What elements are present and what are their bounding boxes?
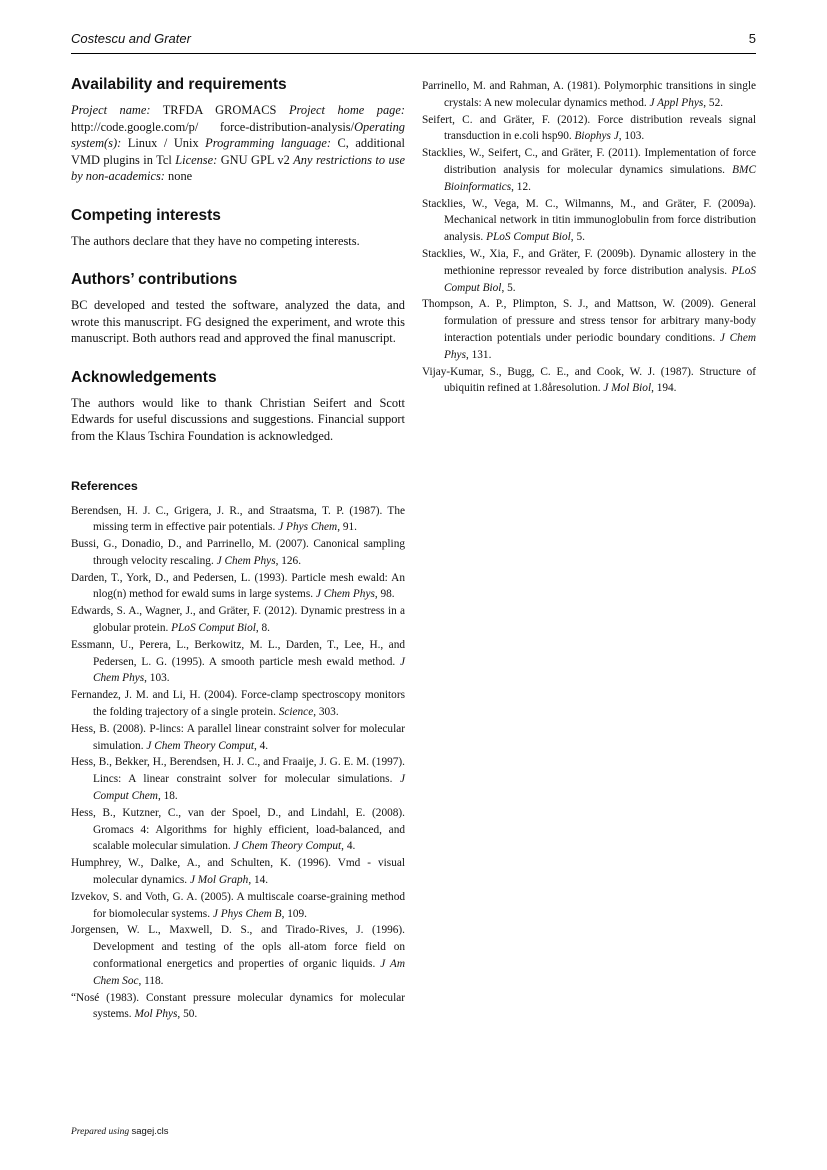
reference-volume: , 4.	[341, 840, 356, 853]
reference-entry	[71, 889, 405, 923]
reference-journal: Biophys J	[574, 130, 619, 143]
reference-volume: , 91.	[337, 521, 357, 534]
reference-text: Humphrey, W., Dalke, A., and Schulten, K. (1996). Vmd - visual molecular dynamics.	[71, 857, 405, 887]
competing-section	[71, 207, 405, 250]
reference-volume: , 98.	[374, 588, 395, 601]
reference-volume: , 194.	[651, 382, 677, 395]
reference-journal: Mol Phys	[134, 1008, 178, 1021]
reference-text: “Nosé (1983). Constant pressure molecular dynamics for molecular systems.	[71, 991, 405, 1021]
contributions-section	[71, 271, 405, 347]
license-label: License:	[175, 152, 218, 167]
reference-volume: , 5.	[570, 231, 585, 244]
reference-volume: , 12.	[511, 180, 531, 193]
reference-entry	[71, 754, 405, 804]
footer-cls: sagej.cls	[131, 1126, 169, 1137]
reference-volume: , 18.	[157, 790, 178, 803]
reference-journal: J Chem Phys	[93, 655, 406, 685]
reference-volume: , 14.	[248, 874, 269, 887]
reference-entry	[71, 855, 405, 889]
page-footer	[71, 1126, 168, 1137]
project-name-label: Project name:	[71, 103, 151, 117]
reference-journal: PLoS Comput Biol	[444, 264, 756, 294]
reference-text: Edwards, S. A., Wagner, J., and Gräter, F. (2012). Dynamic prestress in a globular protein.	[71, 605, 405, 635]
running-head-authors: Costescu and Grater	[71, 31, 191, 46]
reference-volume: , 118.	[138, 974, 164, 987]
reference-journal: J Phys Chem B	[212, 907, 282, 920]
contributions-text: BC developed and tested the software, analyzed the data, and wrote this manuscript. FG designed the experiment, and wrote this manuscript. Both authors read and approved the final manuscript.	[71, 298, 405, 345]
reference-text: Izvekov, S. and Voth, G. A. (2005). A multiscale coarse-graining method for biomolecular systems.	[71, 890, 405, 920]
reference-journal: J Appl Phys	[649, 96, 704, 109]
reference-journal: BMC Bioinformatics	[444, 163, 756, 193]
reference-text: Stacklies, W., Xia, F., and Gräter, F. (2009b). Dynamic allostery in the methionine repressor revealed by force distribution analysis.	[422, 247, 756, 277]
availability-section	[71, 76, 405, 185]
reference-journal: J Mol Biol	[603, 382, 652, 395]
reference-volume: , 109.	[281, 907, 307, 920]
reference-volume: , 8.	[255, 622, 270, 635]
reference-text: Thompson, A. P., Plimpton, S. J., and Mattson, W. (2009). General formulation of pressure and stress tensor for arbitrary many-body interaction potentials under periodic boundary conditions.	[422, 298, 756, 344]
reference-volume: , 5.	[501, 281, 516, 294]
acknowledgements-text: The authors would like to thank Christian Seifert and Scott Edwards for useful discussions and suggestions. Financial support from the Klaus Tschira Foundation is acknowledged.	[71, 395, 405, 443]
reference-entry	[71, 536, 405, 570]
reference-text: Parrinello, M. and Rahman, A. (1981). Polymorphic transitions in single crystals: A new molecular dynamics method.	[422, 80, 756, 109]
reference-volume: , 303.	[313, 706, 339, 719]
reference-text: Bussi, G., Donadio, D., and Parrinello, M. (2007). Canonical sampling through velocity rescaling.	[71, 538, 405, 567]
os-label: Operating system(s):	[71, 119, 405, 150]
reference-entry	[71, 805, 405, 855]
references-heading: References	[71, 479, 138, 493]
reference-text: Seifert, C. and Gräter, F. (2012). Force distribution reveals signal transduction in e.coli hsp90.	[422, 113, 756, 143]
references-list-left	[71, 503, 405, 1024]
reference-entry	[422, 296, 756, 363]
reference-text: Hess, B., Bekker, H., Berendsen, H. J. C., and Fraaije, J. G. E. M. (1997). Lincs: A linear constraint solver for molecular simulations.	[71, 756, 405, 786]
reference-text: Darden, T., York, D., and Pedersen, L. (1993). Particle mesh ewald: An nlog(n) method for ewald sums in large systems.	[71, 571, 405, 601]
language-value: C, additional VMD plugins in Tcl	[71, 136, 405, 167]
reference-entry	[422, 145, 756, 195]
reference-entry	[71, 922, 405, 989]
reference-journal: PLoS Comput Biol	[171, 622, 256, 635]
reference-journal: J Comput Chem	[93, 773, 405, 803]
reference-journal: J Chem Phys	[315, 588, 375, 601]
restrictions-value: none	[168, 169, 193, 183]
license-value: GNU GPL v2	[220, 152, 290, 167]
reference-text: Essmann, U., Perera, L., Berkowitz, M. L., Darden, T., Lee, H., and Pedersen, L. G. (1995). A smooth particle mesh ewald method.	[71, 638, 405, 668]
reference-journal: J Am Chem Soc	[93, 958, 405, 987]
reference-text: Hess, B. (2008). P-lincs: A parallel linear constraint solver for molecular simulation.	[71, 722, 405, 752]
reference-entry	[71, 603, 405, 637]
right-column	[422, 78, 756, 397]
reference-entry	[422, 196, 756, 246]
reference-volume: , 103.	[618, 130, 645, 143]
reference-volume: , 126.	[275, 554, 302, 567]
reference-entry	[71, 721, 405, 755]
reference-volume: , 50.	[177, 1008, 198, 1021]
reference-text: Stacklies, W., Vega, M. C., Wilmanns, M., and Gräter, F. (2009a). Mechanical network in titin immunoglobulin from force distribution analysis.	[422, 197, 756, 244]
reference-journal: J Chem Theory Comput	[146, 739, 254, 752]
reference-text: Vijay-Kumar, S., Bugg, C. E., and Cook, W. J. (1987). Structure of ubiquitin refined at 1.8åresolution.	[422, 365, 756, 395]
reference-text: Jorgensen, W. L., Maxwell, D. S., and Tirado-Rives, J. (1996). Development and testing of the opls all-atom force field on conformational energetics and properties of organic liquids.	[71, 924, 405, 971]
reference-entry	[422, 112, 756, 146]
reference-entry	[422, 364, 756, 398]
competing-heading: Competing interests	[71, 206, 221, 224]
reference-journal: PLoS Comput Biol	[486, 231, 571, 244]
reference-entry	[71, 637, 405, 687]
acknowledgements-section	[71, 369, 405, 445]
reference-entry	[71, 990, 405, 1024]
availability-text	[71, 102, 405, 185]
contributions-heading: Authors’ contributions	[71, 271, 238, 288]
reference-entry	[71, 687, 405, 721]
references-list-right	[422, 78, 756, 397]
reference-journal: J Chem Phys	[444, 331, 756, 361]
reference-entry	[71, 503, 405, 537]
reference-volume: , 103.	[144, 672, 170, 685]
reference-volume: , 4.	[253, 739, 269, 752]
left-column	[71, 76, 405, 1023]
page-number: 5	[748, 31, 756, 46]
reference-journal: J Chem Phys	[216, 554, 276, 567]
reference-text: Stacklies, W., Seifert, C., and Gräter, F. (2011). Implementation of force distribution analysis for molecular dynamics simulations.	[422, 147, 756, 176]
reference-journal: Science	[278, 706, 314, 719]
reference-journal: J Chem Theory Comput	[233, 840, 342, 853]
project-name: TRFDA GROMACS	[162, 103, 277, 117]
acknowledgements-heading: Acknowledgements	[71, 368, 217, 386]
reference-text: Berendsen, H. J. C., Grigera, J. R., and Straatsma, T. P. (1987). The missing term in effective pair potentials.	[71, 504, 405, 534]
reference-entry	[422, 246, 756, 296]
reference-journal: J Mol Graph	[189, 874, 249, 887]
homepage-link[interactable]: http://code.google.com/p/ force-distribution-analysis/	[71, 119, 355, 134]
os-value: Linux / Unix	[127, 136, 199, 150]
reference-journal: J Phys Chem	[278, 521, 338, 534]
reference-entry	[422, 78, 756, 112]
availability-heading: Availability and requirements	[71, 76, 287, 93]
homepage-label: Project home page:	[288, 103, 405, 117]
reference-text: Fernandez, J. M. and Li, H. (2004). Force-clamp spectroscopy monitors the folding trajectory of a single protein.	[71, 689, 405, 719]
reference-text: Hess, B., Kutzner, C., van der Spoel, D., and Lindahl, E. (2008). Gromacs 4: Algorithms for highly efficient, load-balanced, and scalable molecular simulation.	[71, 806, 405, 853]
reference-entry	[71, 570, 405, 604]
reference-volume: , 131.	[465, 348, 492, 361]
page-header	[71, 31, 756, 54]
reference-volume: , 52.	[703, 96, 724, 109]
footer-prepared: Prepared using	[71, 1127, 130, 1137]
language-label: Programming language:	[205, 136, 332, 150]
competing-text: The authors declare that they have no competing interests.	[71, 233, 360, 248]
restrictions-label: Any restrictions to use by non-academics:	[71, 152, 405, 183]
